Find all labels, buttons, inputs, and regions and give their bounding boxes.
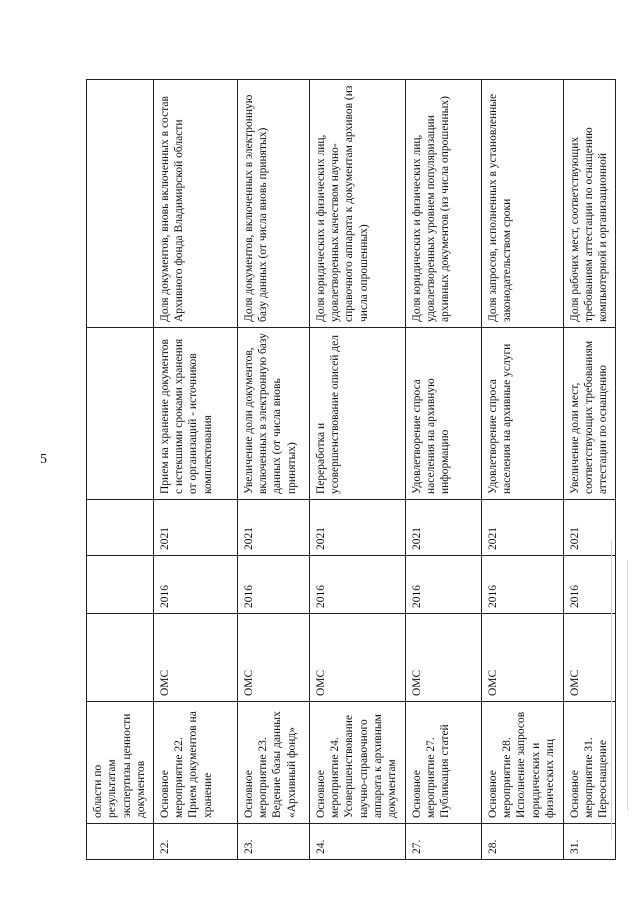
scan-artifact-line <box>627 560 628 810</box>
start-year: 2016 <box>563 556 615 614</box>
start-year <box>87 556 154 614</box>
row-number: 28. <box>481 824 563 860</box>
executor: ОМС <box>237 614 309 702</box>
program-events-table <box>86 79 616 860</box>
end-year <box>87 500 154 556</box>
executor: ОМС <box>309 614 405 702</box>
table-row <box>563 80 615 860</box>
row-number: 24. <box>309 824 405 860</box>
indicator: Доля документов, включенных в электронную базу данных (от числа вновь принятых) <box>237 80 309 328</box>
expected-result <box>87 328 154 500</box>
row-number: 22. <box>153 824 237 860</box>
row-number <box>87 824 154 860</box>
executor: ОМС <box>481 614 563 702</box>
indicator: Доля рабочих мест, соответствующих требованиям аттестации по оснащению компьютерной и организационной <box>563 80 615 328</box>
executor <box>87 614 154 702</box>
expected-result: Удовлетворение спроса населения на архивные услуги <box>481 328 563 500</box>
event-name: области по результатам экспертизы ценности документов <box>87 702 154 824</box>
table-row <box>153 80 237 860</box>
rotated-table-container <box>86 80 610 860</box>
event-name: Основное мероприятие 22. Прием документов на хранение <box>153 702 237 824</box>
row-number: 23. <box>237 824 309 860</box>
executor: ОМС <box>563 614 615 702</box>
indicator: Доля запросов, исполненных в установленные законодательством сроки <box>481 80 563 328</box>
expected-result: Переработка и усовершенствование описей дел <box>309 328 405 500</box>
event-name: Основное мероприятие 28. Исполнение запросов юридических и физических лиц <box>481 702 563 824</box>
event-name: Основное мероприятие 31. Переоснащение <box>563 702 615 824</box>
end-year: 2021 <box>563 500 615 556</box>
indicator <box>87 80 154 328</box>
table-row <box>309 80 405 860</box>
executor: ОМС <box>405 614 481 702</box>
indicator: Доля документов, вновь включенных в состав Архивного фонда Владимирской области <box>153 80 237 328</box>
start-year: 2016 <box>309 556 405 614</box>
table-row <box>405 80 481 860</box>
end-year: 2021 <box>309 500 405 556</box>
indicator: Доля юридических и физических лиц, удовлетворенных уровнем популяризации архивных документов (из числа опрошенных) <box>405 80 481 328</box>
event-name: Основное мероприятие 27. Публикация статей <box>405 702 481 824</box>
event-name: Основное мероприятие 24. Усовершенствование научно-справочного аппарата к архивным документам <box>309 702 405 824</box>
expected-result: Увеличение доли документов, включенных в электронную базу данных (от числа вновь принятых) <box>237 328 309 500</box>
end-year: 2021 <box>237 500 309 556</box>
expected-result: Увеличение доли мест, соответствующих требованиям аттестации по оснащению <box>563 328 615 500</box>
start-year: 2016 <box>237 556 309 614</box>
end-year: 2021 <box>153 500 237 556</box>
event-name: Основное мероприятие 23. Ведение базы данных «Архивный фонд» <box>237 702 309 824</box>
table-row <box>237 80 309 860</box>
scan-artifact-line <box>611 540 612 840</box>
executor: ОМС <box>153 614 237 702</box>
expected-result: Прием на хранение документов с истекшими сроками хранения от организаций - источников комплектования <box>153 328 237 500</box>
table-row <box>87 80 154 860</box>
end-year: 2021 <box>481 500 563 556</box>
end-year: 2021 <box>405 500 481 556</box>
expected-result: Удовлетворение спроса населения на архивную информацию <box>405 328 481 500</box>
row-number: 31. <box>563 824 615 860</box>
start-year: 2016 <box>405 556 481 614</box>
row-number: 27. <box>405 824 481 860</box>
indicator: Доля юридических и физических лиц, удовлетворенных качеством научно-справочного аппарата к документам архивов (из числа опрошенных) <box>309 80 405 328</box>
page-number: 5 <box>40 452 47 467</box>
table-row <box>481 80 563 860</box>
start-year: 2016 <box>153 556 237 614</box>
start-year: 2016 <box>481 556 563 614</box>
